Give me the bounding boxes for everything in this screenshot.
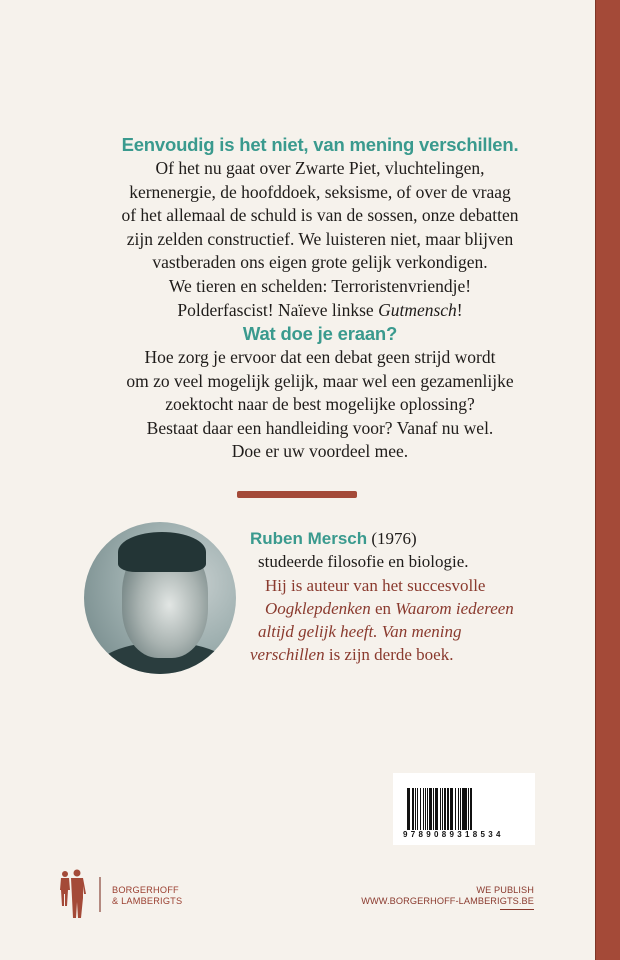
section-question — [100, 322, 540, 464]
publisher-logo-icon — [58, 868, 90, 920]
bio-line: studeerde filosofie en biologie. — [258, 552, 469, 572]
author-name: Ruben Mersch — [250, 529, 368, 548]
author-year: (1976) — [371, 529, 417, 548]
bio-line — [250, 597, 540, 620]
bio-text: is zijn derde boek. — [324, 645, 454, 665]
intro-line: zijn zelden constructief. We luisteren niet, maar blijven — [126, 228, 514, 249]
book-title: Oogklepdenken — [265, 598, 371, 618]
intro-line-end: ! — [456, 299, 463, 320]
spine-stripe — [595, 0, 620, 960]
question-line: Doe er uw voordeel mee. — [231, 441, 409, 462]
question-line: Hoe zorg je ervoor dat een debat geen strijd wordt — [144, 347, 496, 367]
publisher-tagline — [361, 885, 534, 907]
photo-hair — [118, 532, 206, 572]
bio-line — [250, 643, 540, 666]
intro-heading: Eenvoudig is het niet, van mening verschillen. — [121, 134, 519, 155]
bio-line — [250, 620, 540, 643]
publisher-name-line: & LAMBERIGTS — [112, 896, 183, 906]
question-heading: Wat doe je eraan? — [242, 323, 398, 344]
bio-line: Hij is auteur van het succesvolle — [265, 575, 486, 595]
tagline: WE PUBLISH — [476, 885, 534, 895]
question-line: Bestaat daar een handleiding voor? Vanaf nu wel. — [146, 417, 494, 438]
logo-divider — [99, 877, 101, 912]
intro-line: vastberaden ons eigen grote gelijk verkondigen. — [152, 252, 488, 273]
intro-line: kernenergie, de hoofddoek, seksisme, of over de vraag — [129, 181, 511, 202]
intro-line: We tieren en schelden: Terroristenvriendje! — [168, 275, 472, 296]
tagline-underline — [500, 909, 534, 910]
intro-italic-word: Gutmensch — [378, 299, 457, 320]
publisher-website-link[interactable]: WWW.BORGERHOFF-LAMBERIGTS.BE — [361, 896, 534, 906]
book-title: Waarom iedereen — [395, 598, 514, 618]
book-title: verschillen — [250, 645, 325, 665]
intro-line: Polderfascist! Naïeve linkse — [177, 299, 379, 320]
author-bio — [250, 527, 540, 667]
isbn-barcode — [393, 773, 535, 845]
question-line: om zo veel mogelijk gelijk, maar wel een gezamenlijke — [126, 370, 514, 391]
barcode-bars — [407, 788, 523, 830]
section-intro — [100, 133, 540, 322]
intro-line: of het allemaal de schuld is van de sossen, onze debatten — [121, 205, 519, 226]
publisher-name-line: BORGERHOFF — [112, 885, 179, 895]
intro-paragraph — [100, 157, 540, 322]
question-line: zoektocht naar de best mogelijke oplossing? — [165, 394, 475, 415]
publisher-name — [112, 885, 182, 907]
isbn-number: 9789089318534 — [403, 830, 504, 839]
bio-text: en — [370, 598, 396, 618]
author-photo — [84, 522, 236, 674]
question-paragraph — [100, 346, 540, 464]
book-title: altijd gelijk heeft. Van mening — [258, 622, 462, 642]
intro-line: Of het nu gaat over Zwarte Piet, vluchtelingen, — [155, 158, 485, 178]
section-divider — [237, 491, 357, 498]
